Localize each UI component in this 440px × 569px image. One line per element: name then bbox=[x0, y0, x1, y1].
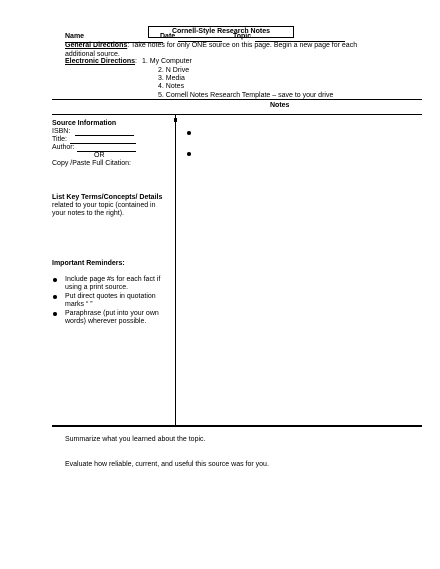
general-directions bbox=[65, 42, 357, 51]
reminders-heading: Important Reminders: bbox=[52, 260, 125, 267]
bullet-icon bbox=[53, 312, 57, 316]
general-directions-label: General Directions bbox=[65, 42, 128, 49]
notes-header: Notes bbox=[270, 102, 290, 109]
electronic-step-1: 1. My Computer bbox=[142, 58, 192, 65]
bullet-icon bbox=[53, 278, 57, 282]
topic-label: Topic bbox=[233, 33, 252, 40]
summary-rule bbox=[52, 425, 422, 427]
general-directions-text: : Take notes for only ONE source on this page. Begin a new page for each bbox=[127, 42, 358, 49]
author-label: Author: bbox=[52, 144, 75, 151]
electronic-step-3: 3. Media bbox=[158, 75, 185, 82]
or-text: OR bbox=[94, 152, 105, 159]
evaluation-prompt: Evaluate how reliable, current, and useful this source was for you. bbox=[65, 461, 269, 468]
date-label: Date bbox=[160, 33, 176, 40]
reminder-2-line-1: Put direct quotes in quotation bbox=[65, 293, 156, 300]
reminder-1-line-1: Include page #s for each fact if bbox=[65, 276, 161, 283]
notes-bullet-icon bbox=[187, 152, 191, 156]
name-label: Name bbox=[65, 33, 85, 40]
column-divider-cap bbox=[174, 118, 177, 122]
source-info-heading: Source Information bbox=[52, 120, 117, 127]
general-directions-text-2: additional source. bbox=[65, 51, 120, 58]
electronic-step-5: 5. Cornell Notes Research Template – save to your drive bbox=[158, 92, 334, 99]
key-terms-text-2: your notes to the right). bbox=[52, 210, 124, 217]
isbn-blank bbox=[75, 135, 134, 136]
title-blank bbox=[70, 143, 136, 144]
author-blank bbox=[77, 151, 136, 152]
isbn-label: ISBN: bbox=[52, 128, 71, 135]
citation-label: Copy /Paste Full Citation: bbox=[52, 160, 131, 167]
summary-prompt: Summarize what you learned about the topic. bbox=[65, 436, 206, 443]
reminder-3-line-1: Paraphrase (put into your own bbox=[65, 310, 159, 317]
electronic-step-4: 4. Notes bbox=[158, 83, 185, 90]
electronic-step-2: 2. N Drive bbox=[158, 67, 190, 74]
reminder-3-line-2: words) wherever possible. bbox=[65, 318, 147, 325]
title-label: Title: bbox=[52, 136, 67, 143]
key-terms-heading: List Key Terms/Concepts/ Details bbox=[52, 194, 163, 201]
reminder-1-line-2: using a print source. bbox=[65, 284, 129, 291]
notes-header-top-rule bbox=[52, 99, 422, 100]
reminder-2-line-2: marks “ ” bbox=[65, 301, 93, 308]
notes-bullet-icon bbox=[187, 131, 191, 135]
bullet-icon bbox=[53, 295, 57, 299]
electronic-directions-label: Electronic Directions bbox=[65, 58, 136, 65]
page-title: Cornell-Style Research Notes bbox=[148, 26, 294, 38]
notes-header-bottom-rule bbox=[52, 114, 422, 115]
column-divider bbox=[175, 115, 176, 426]
key-terms-text-1: related to your topic (contained in bbox=[52, 202, 156, 209]
electronic-directions: Electronic Directions: bbox=[65, 58, 137, 65]
